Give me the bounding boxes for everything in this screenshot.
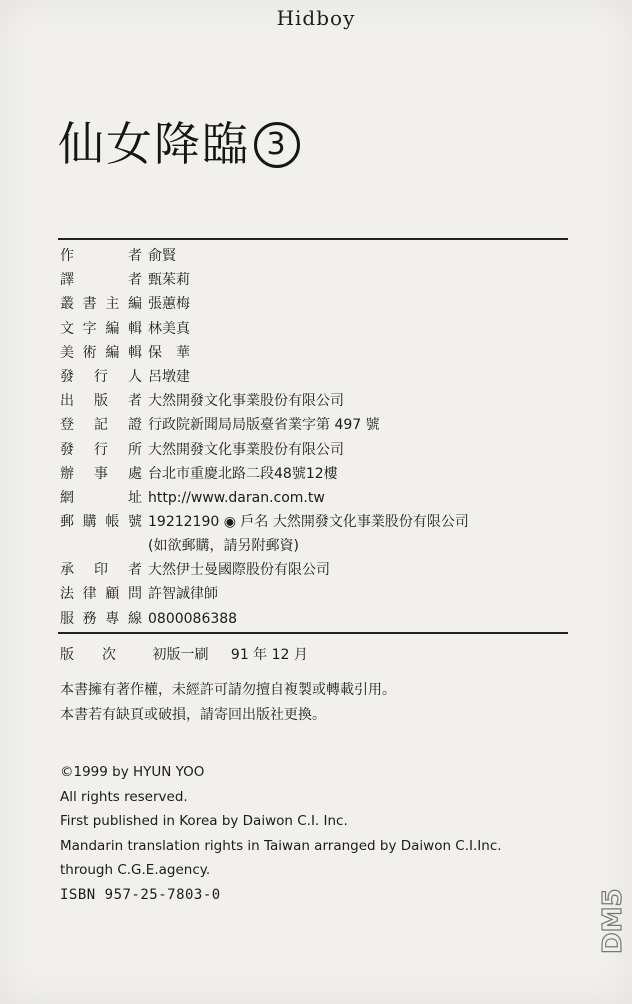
credit-row: [60, 292, 580, 316]
copyright-block: [60, 760, 502, 907]
credit-label: 叢 書 主 編: [60, 296, 142, 313]
credit-row: [60, 510, 580, 534]
volume-number: 3: [254, 122, 300, 168]
credit-label: 承 印 者: [60, 562, 142, 579]
edition-line: [60, 644, 308, 664]
copyright-line: through C.G.E.agency.: [60, 862, 211, 878]
credit-label: 文 字 編 輯: [60, 320, 142, 337]
edition-label: 版 次: [60, 647, 116, 663]
credit-value: 張蕙梅: [148, 296, 190, 313]
credit-value: 保 華: [148, 344, 190, 361]
credit-value: 大然開發文化事業股份有限公司: [148, 441, 344, 458]
copyright-line: ©1999 by HYUN YOO: [60, 764, 205, 780]
credit-value: 許智誠律師: [148, 586, 218, 603]
credit-label: 網 址: [60, 489, 142, 506]
middle-divider: [58, 632, 568, 634]
credit-value: 台北市重慶北路二段48號12樓: [148, 465, 338, 482]
credit-label: 出 版 者: [60, 393, 142, 410]
credit-label: 登 記 證: [60, 417, 142, 434]
notice-copyright: 本書擁有著作權，未經許可請勿擅自複製或轉載引用。: [60, 682, 396, 698]
credit-value: 呂墩建: [148, 368, 190, 385]
credit-label: 譯 者: [60, 272, 142, 289]
notice-replacement: 本書若有缺頁或破損，請寄回出版社更換。: [60, 707, 326, 723]
credit-row: [60, 413, 580, 437]
top-divider: [58, 238, 568, 240]
credit-row: [60, 607, 580, 631]
credit-row: [60, 462, 580, 486]
credit-label: 美 術 編 輯: [60, 344, 142, 361]
credit-value: 甄茱莉: [148, 272, 190, 289]
credit-row: [60, 365, 580, 389]
site-logo-icon: [600, 856, 626, 966]
credit-value: 行政院新聞局局版臺省業字第 497 號: [148, 417, 380, 434]
credit-row: [60, 486, 580, 510]
credit-row: [60, 341, 580, 365]
credit-row: [60, 558, 580, 582]
credit-label: 法 律 顧 問: [60, 586, 142, 603]
notices: [60, 678, 396, 728]
credit-row: [60, 317, 580, 341]
credit-label: 發 行 所: [60, 441, 142, 458]
credit-value: 0800086388: [148, 610, 238, 627]
isbn: ISBN 957-25-7803-0: [60, 886, 221, 903]
credit-row: [60, 438, 580, 462]
copyright-line: All rights reserved.: [60, 788, 188, 805]
copyright-line: First published in Korea by Daiwon C.I. Inc.: [60, 813, 348, 829]
credit-label: 郵 購 帳 號: [60, 514, 142, 531]
edition-date: 91 年 12 月: [230, 647, 308, 663]
credit-row: [60, 268, 580, 292]
logo-text: DM5: [598, 888, 628, 954]
credit-value: 大然伊士曼國際股份有限公司: [148, 562, 330, 579]
credits-block: [60, 244, 580, 631]
credit-value: http://www.daran.com.tw: [148, 489, 325, 506]
credit-label: 服 務 專 線: [60, 610, 142, 627]
credit-value: 林美真: [148, 320, 190, 337]
credit-value: 大然開發文化事業股份有限公司: [148, 393, 344, 410]
credit-value: 俞賢: [148, 248, 176, 264]
credit-label: 作 者: [60, 248, 142, 264]
postal-note: (如欲郵購，請另附郵資): [148, 538, 299, 555]
credit-label: 發 行 人: [60, 368, 142, 385]
credit-row: [60, 389, 580, 413]
credit-value: 19212190 ◉ 戶名 大然開發文化事業股份有限公司: [148, 514, 469, 531]
edition-value: 初版一刷: [152, 647, 209, 663]
book-title-text: 仙女降臨: [58, 117, 250, 171]
credit-row: [60, 244, 580, 268]
scanner-watermark: Hidboy: [276, 6, 356, 30]
book-title: [58, 108, 300, 174]
credit-row: [60, 582, 580, 606]
credit-label: 辦 事 處: [60, 465, 142, 482]
copyright-line: Mandarin translation rights in Taiwan arranged by Daiwon C.I.Inc.: [60, 837, 502, 854]
